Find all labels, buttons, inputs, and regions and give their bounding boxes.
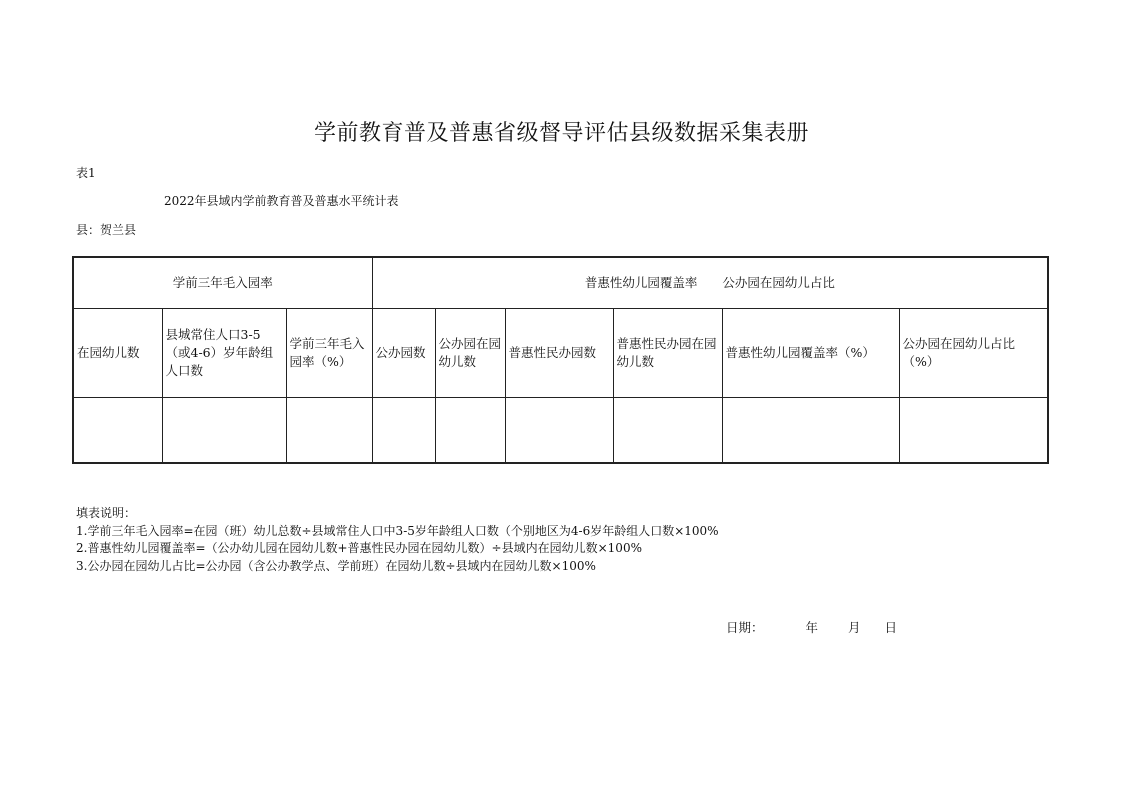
filling-instructions: [76, 505, 719, 575]
group-header-enrollment: 学前三年毛入园率: [73, 257, 372, 309]
date-month: 月: [848, 620, 861, 635]
group-header-coverage: 普惠性幼儿园覆盖率 公办园在园幼儿占比: [372, 257, 1048, 309]
data-cell[interactable]: [73, 398, 162, 464]
note-item: 2.普惠性幼儿园覆盖率=（公办幼儿园在园幼儿数+普惠性民办园在园幼儿数）÷县域内在园幼儿数×100%: [76, 541, 642, 555]
column-header: 普惠性民办园数: [505, 309, 613, 398]
note-item: 1.学前三年毛入园率=在园（班）幼儿总数÷县域常住人口中3-5岁年龄组人口数（个别地区为4-6岁年龄组人口数×100%: [76, 523, 719, 538]
date-year: 年: [805, 620, 819, 635]
statistics-table: [72, 256, 1049, 464]
page-title: 学前教育普及普惠省级督导评估县级数据采集表册: [313, 121, 809, 146]
data-cell[interactable]: [722, 398, 899, 464]
note-item: 3.公办园在园幼儿占比=公办园（含公办教学点、学前班）在园幼儿数÷县域内在园幼儿数×100%: [76, 558, 596, 573]
column-header: 普惠性民办园在园幼儿数: [613, 309, 722, 398]
data-cell[interactable]: [286, 398, 372, 464]
county-label: 县：贺兰县: [76, 223, 137, 237]
column-header: 公办园在园幼儿占比（%）: [899, 309, 1048, 398]
table-row: [73, 398, 1048, 464]
table-number: 表1: [76, 166, 96, 180]
data-cell[interactable]: [505, 398, 613, 464]
table-subtitle: 2022年县域内学前教育普及普惠水平统计表: [164, 194, 399, 208]
data-cell[interactable]: [613, 398, 722, 464]
data-cell[interactable]: [162, 398, 286, 464]
date-line: [726, 618, 897, 636]
date-day: 日: [884, 620, 898, 635]
data-cell[interactable]: [435, 398, 505, 464]
date-label: 日期：: [726, 620, 764, 635]
column-header: 县城常住人口3-5（或4-6）岁年龄组人口数: [162, 309, 286, 398]
column-header: 公办园在园幼儿数: [435, 309, 505, 398]
column-header: 学前三年毛入园率（%）: [286, 309, 372, 398]
data-cell[interactable]: [899, 398, 1048, 464]
column-header: 在园幼儿数: [73, 309, 162, 398]
column-header: 普惠性幼儿园覆盖率（%）: [722, 309, 899, 398]
column-header: 公办园数: [372, 309, 435, 398]
data-cell[interactable]: [372, 398, 435, 464]
notes-heading: 填表说明：: [76, 506, 137, 520]
